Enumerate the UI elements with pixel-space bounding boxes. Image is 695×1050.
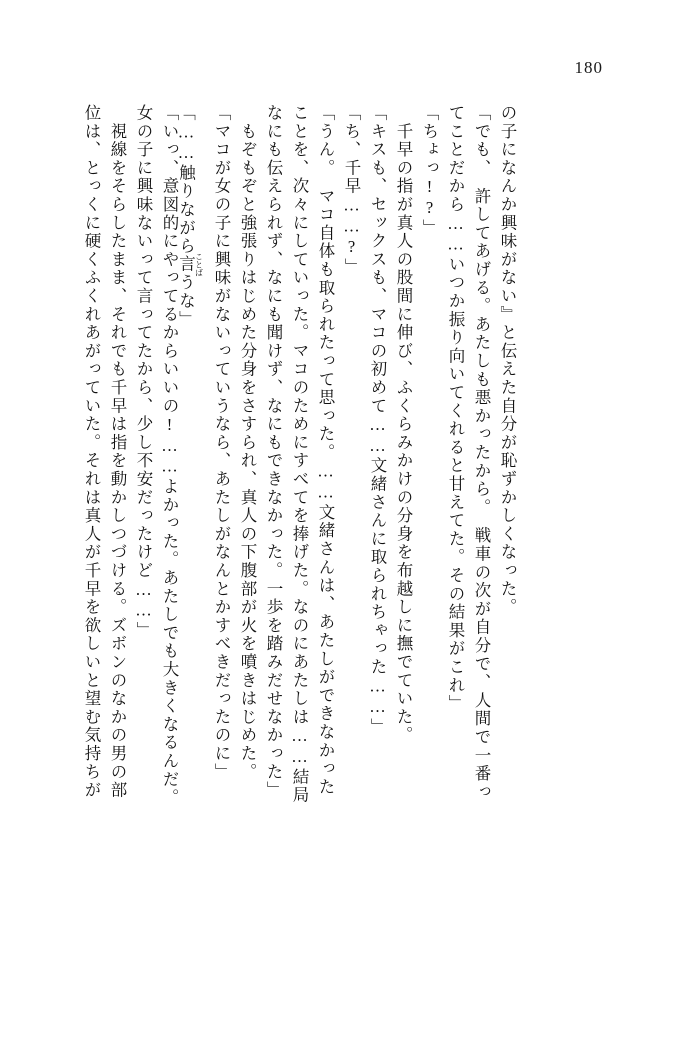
text-column: 女の子に興味ないって言ってたから、少し不安だったけど……」 — [134, 104, 153, 640]
text-column: 千早の指が真人の股間に伸び、ふくらみかけの分身を布越しに撫でていた。 — [394, 104, 413, 745]
text-column: 視線をそらしたまま、それでも千早は指を動かしつづける。ズボンのなかの男の部 — [108, 104, 127, 800]
text-column: 「いっ、意図的にやってるからいいの!……よかった。あたしでも大きくなるんだ。 — [160, 104, 179, 807]
text-column: 「でも、 許してあげる。あたしも悪かったから。 戦車の次が自分で、人間で一番っ — [472, 104, 491, 802]
text-column: ことを、次々にしていった。マコのためにすべてを捧げた。なのにあたしは……結局 — [290, 104, 309, 805]
text-column: 「……触りながら言 ことばうな」 — [176, 104, 204, 329]
text-column: 「ち、千早……?」 — [342, 104, 361, 277]
text-column: 「ちょっ!?」 — [420, 104, 439, 238]
text-column: てことだから……いつか振り向いてくれると甘えてた。その結果がこれ」 — [446, 104, 465, 713]
ruby-gloss: 言 ことば — [176, 252, 204, 277]
page-number: 180 — [574, 58, 603, 77]
text-column: 「キスも、セックスも、マコの初めて……文緒さんに取られちゃった……」 — [368, 104, 387, 737]
text-column: 「マコが女の子に興味がないっていうなら、あたしがなんとかすべきだったのに」 — [212, 104, 231, 782]
vertical-body-text — [73, 104, 633, 944]
text-column: 「うん。 マコ自体も取られたって思った。……文緒さんは、あたしができなかった — [316, 104, 335, 797]
text-column: 位は、とっくに硬くふくれあがっていた。それは真人が千早を欲しいと望む気持ちが — [82, 104, 101, 800]
text-column: なにも伝えられず、なにも聞けず、なにもできなかった。一歩を踏みだせなかった」 — [264, 104, 283, 800]
text-column: の子になんか興味がない』と伝えた自分が恥ずかしくなった。 — [498, 104, 517, 617]
text-column: もぞもぞと強張りはじめた分身をさすられ、真人の下腹部が火を噴きはじめた。 — [238, 104, 257, 782]
